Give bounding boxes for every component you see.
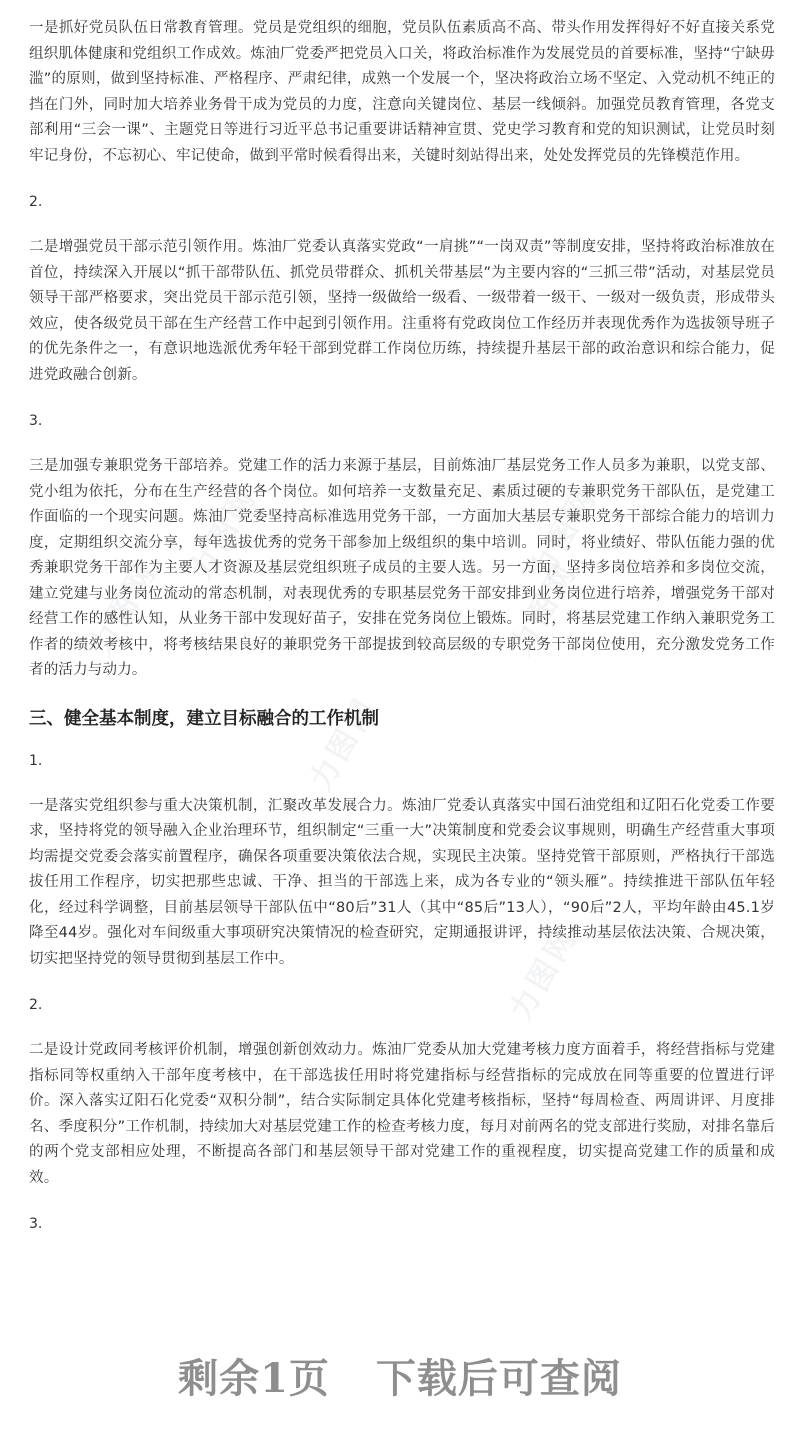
watermark: 力图网 [303, 690, 385, 797]
remaining-pages-label: 剩余1页 [178, 1354, 330, 1402]
document-body [29, 16, 775, 1257]
watermark: 力图网 [83, 555, 165, 662]
paragraph-strengthen-daily-management: 一是抓好党员队伍日常教育管理。党员是党组织的细胞，党员队伍素质高不高、带头作用发挥得好不好直接关系党组织肌体健康和党组织工作成效。炼油厂党委严把党员入口关，将政治标准作为发展党员的首要标准，坚持“宁缺毋滥”的原则，做到坚持标准、严格程序、严肃纪律，成熟一个发展一个，坚决将政治立场不坚定、入党动机不纯正的挡在门外，同时加大培养业务骨干成为党员的力度，注意向关键岗位、基层一线倾斜。加强党员教育管理，各党支部利用“三会一课”、主题党日等进行习近平总书记重要讲话精神宣贯、党史学习教育和党的知识测试，让党员时刻牢记身份，不忘初心、牢记使命，做到平常时候看得出来，关键时刻站得出来，处处发挥党员的先锋模范作用。 [29, 20, 775, 164]
section-heading: 三、健全基本制度，建立目标融合的工作机制 [29, 708, 379, 729]
paragraph-major-decision-mechanism: 一是落实党组织参与重大决策机制，汇聚改革发展合力。炼油厂党委认真落实中国石油党组和辽阳石化党委工作要求，坚持将党的领导融入企业治理环节，组织制定“三重一大”决策制度和党委会议事规则，明确生产经营重大事项均需提交党委会落实前置程序，确保各项重要决策依法合规，实现民主决策。坚持党管干部原则，严格执行干部选拔任用工作程序，切实把那些忠诚、干净、担当的干部选上来，成为各专业的“领头雁”。持续推进干部队伍年轻化，经过科学调整，目前基层领导干部队伍中“80后”31人（其中“85后”13人），“90后”2人，平均年龄由45.1岁降至44岁。强化对车间级重大事项研究决策情况的检查研究，定期通报讲评，持续推动基层依法决策、合规决策，切实把坚持党的领导贯彻到基层工作中。 [29, 797, 775, 967]
section-number: 3. [29, 1216, 43, 1232]
section-number: 2. [29, 194, 43, 210]
watermark: 力图网 [503, 555, 585, 662]
section-number: 2. [29, 997, 43, 1013]
watermark: 力图网 [503, 920, 585, 1027]
watermark: 力图网 [523, 480, 605, 587]
paragraph-cadre-exemplary-role: 二是增强党员干部示范引领作用。炼油厂党委认真落实党政“一肩挑”“一岗双责”等制度安排，坚持将政治标准放在首位，持续深入开展以“抓干部带队伍、抓党员带群众、抓机关带基层”为主要内容的“三抓三带”活动，对基层党员领导干部严格要求，突出党员干部示范引领，坚持一级做给一级看、一级带着一级干、一级对一级负责，形成带头效应，使各级党员干部在生产经营工作中起到引领作用。注重将有党政岗位工作经历并表现优秀作为选拔领导班子的优先条件之一，有意识地选派优秀年轻干部到党群工作岗位历练，持续提升基层干部的政治意识和综合能力，促进党政融合创新。 [29, 239, 775, 383]
section-number: 1. [29, 752, 43, 769]
paragraph-party-affairs-cadre-training: 三是加强专兼职党务干部培养。党建工作的活力来源于基层，目前炼油厂基层党务工作人员多为兼职，以党支部、党小组为依托，分布在生产经营的各个岗位。如何培养一支数量充足、素质过硬的专兼职党务干部队伍，是党建工作面临的一个现实问题。炼油厂党委坚持高标准选用党务干部，一方面加大基层专兼职党务干部综合能力的培训力度，定期组织交流分享，每年选拔优秀的党务干部参加上级组织的集中培训。同时，将业绩好、带队伍能力强的优秀兼职党务干部作为主要人才资源及基层党组织班子成员的主要人选。另一方面，坚持多岗位培养和多岗位交流，建立党建与业务岗位流动的常态机制，对表现优秀的专职基层党务干部安排到业务岗位进行培养，增强党务干部对经营工作的感性认知，从业务干部中发现好苗子，安排在党务岗位上锻炼。同时，将基层党建工作纳入兼职党务工作者的绩效考核中，将考核结果良好的兼职党务干部提拔到较高层级的专职党务干部岗位使用，充分激发党务工作者的活力与动力。 [29, 458, 775, 678]
download-prompt-banner[interactable] [0, 1345, 800, 1405]
section-number: 3. [29, 413, 43, 429]
watermark: 力图网 [183, 480, 265, 587]
download-to-view-label[interactable]: 下载后可查阅 [375, 1354, 622, 1402]
paragraph-assessment-mechanism: 二是设计党政同考核评价机制，增强创新创效动力。炼油厂党委从加大党建考核力度方面着手，将经营指标与党建指标同等权重纳入干部年度考核中，在干部选拔任用时将党建指标与经营指标的完成放在同等重要的位置进行评价。深入落实辽阳石化党委“双积分制”，结合实际制定具体化党建考核指标，坚持“每周检查、两周讲评、月度排名、季度积分”工作机制，持续加大对基层党建工作的检查考核力度，每月对前两名的党支部进行奖励，对排名靠后的两个党支部相应处理，不断提高各部门和基层领导干部对党建工作的重视程度，切实提高党建工作的质量和成效。 [29, 1042, 775, 1186]
